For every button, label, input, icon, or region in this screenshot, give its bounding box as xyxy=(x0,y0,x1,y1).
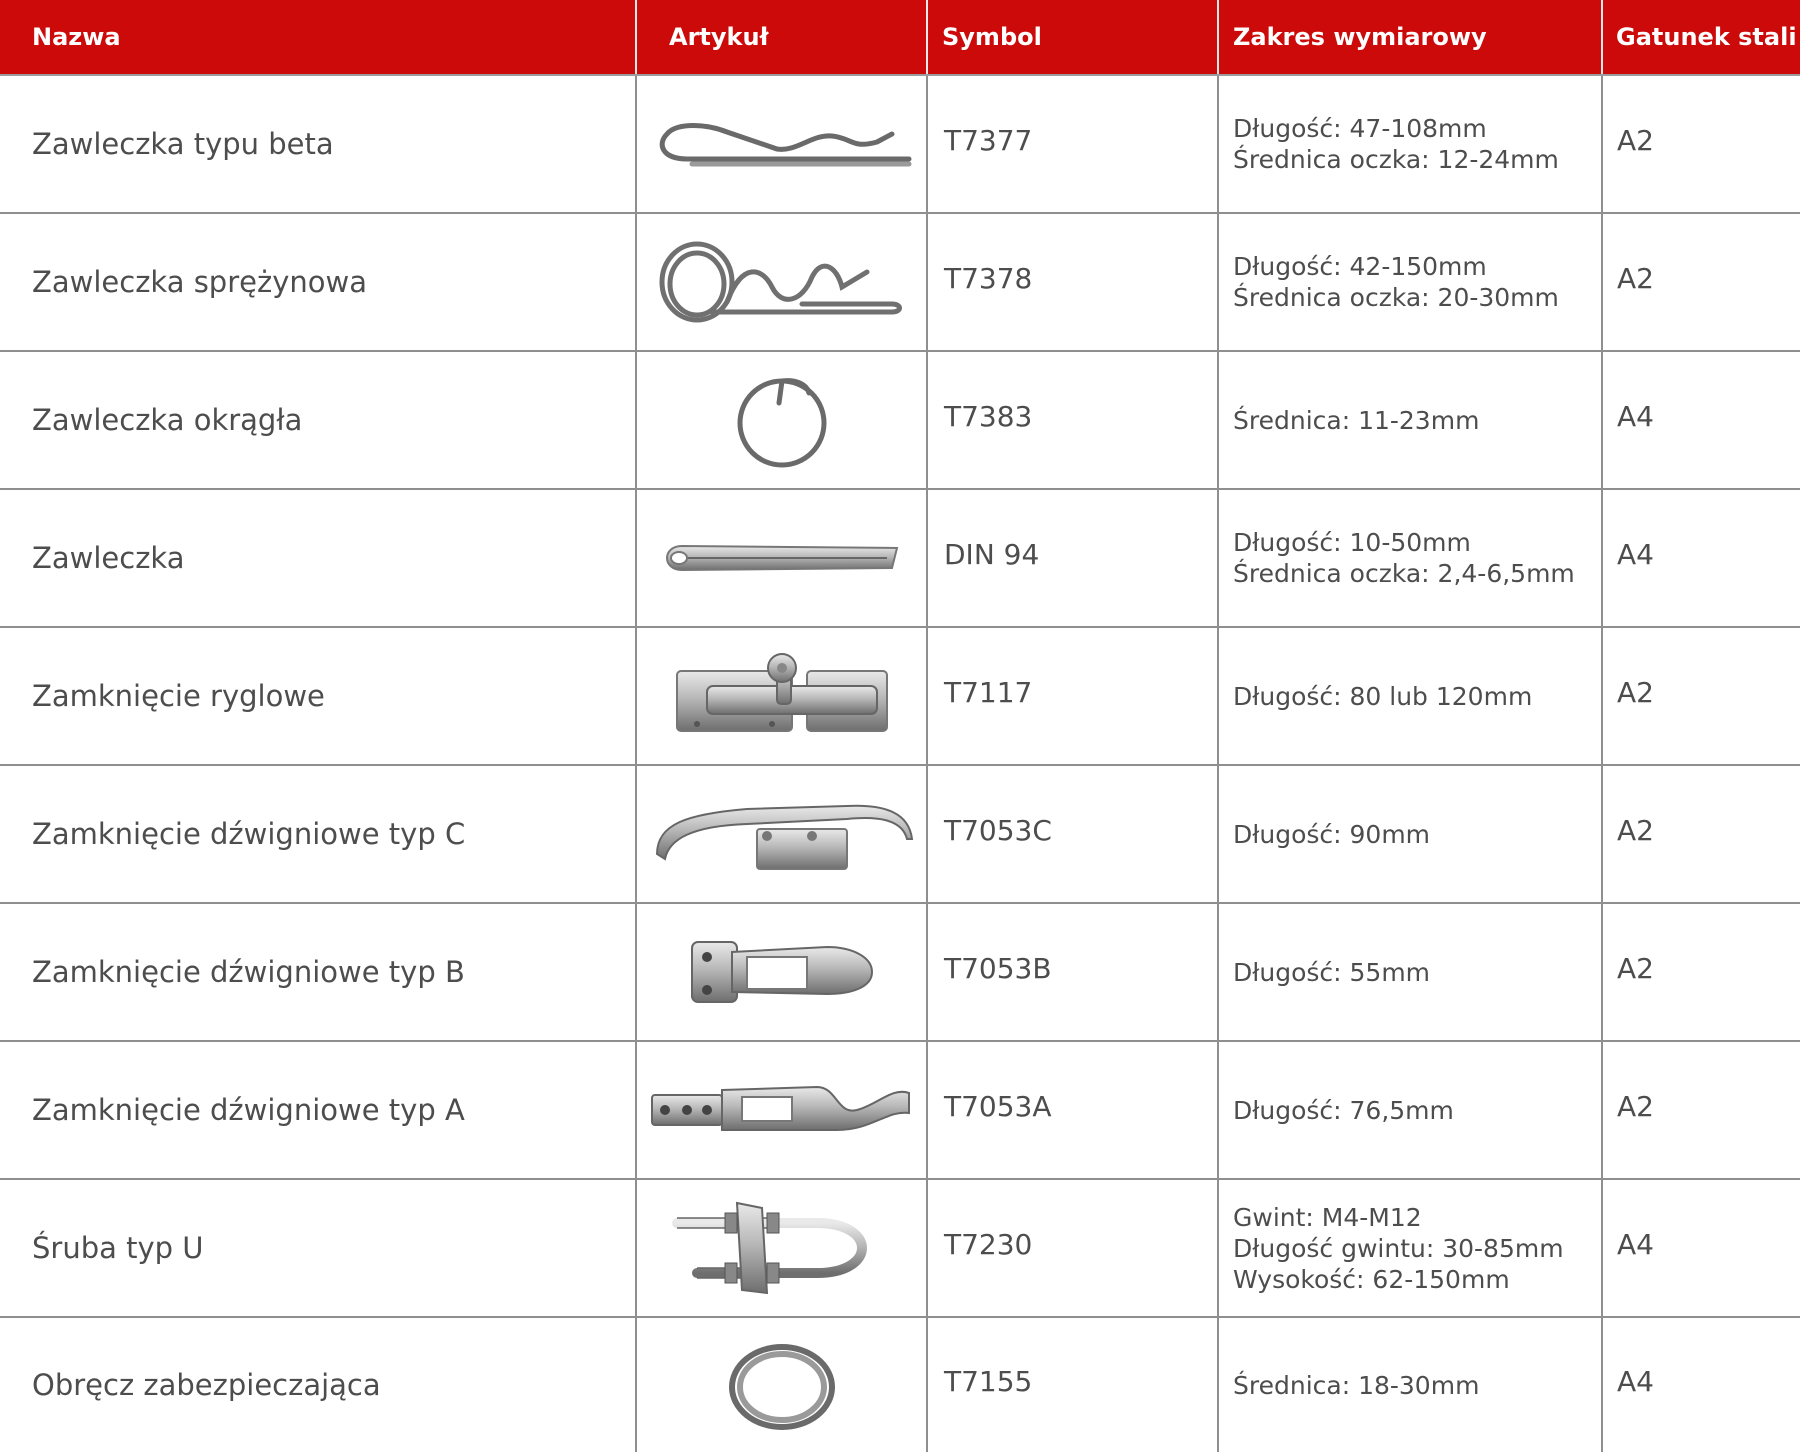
steel-grade: A2 xyxy=(1602,627,1800,765)
lever-latch-b-icon xyxy=(637,932,926,1012)
table-row xyxy=(0,1179,1800,1317)
u-bolt-icon xyxy=(637,1198,926,1298)
spring-pin-icon xyxy=(637,232,926,332)
table-row xyxy=(0,1317,1800,1452)
steel-grade: A2 xyxy=(1602,903,1800,1041)
steel-grade: A2 xyxy=(1602,75,1800,213)
table-row xyxy=(0,765,1800,903)
product-name: Zamknięcie dźwigniowe typ C xyxy=(0,765,636,903)
range-line: Średnica oczka: 2,4-6,5mm xyxy=(1233,559,1575,588)
range-line: Długość: 55mm xyxy=(1233,957,1431,987)
product-image xyxy=(636,627,927,765)
lever-latch-c-icon xyxy=(637,794,926,874)
product-symbol: T7053B xyxy=(927,903,1218,1041)
product-symbol: T7230 xyxy=(927,1179,1218,1317)
table-row xyxy=(0,75,1800,213)
header-symbol: Symbol xyxy=(927,0,1218,75)
table-header xyxy=(0,0,1800,75)
product-range xyxy=(1218,213,1602,351)
product-image xyxy=(636,765,927,903)
product-symbol: T7155 xyxy=(927,1317,1218,1452)
lever-latch-a-icon xyxy=(637,1075,926,1145)
product-symbol: DIN 94 xyxy=(927,489,1218,627)
product-image xyxy=(636,1041,927,1179)
product-range xyxy=(1218,1179,1602,1317)
table-row xyxy=(0,213,1800,351)
product-symbol: T7378 xyxy=(927,213,1218,351)
product-symbol: T7377 xyxy=(927,75,1218,213)
product-symbol: T7053A xyxy=(927,1041,1218,1179)
range-line: Długość: 10-50mm xyxy=(1233,528,1471,557)
product-image xyxy=(636,75,927,213)
range-line: Średnica oczka: 20-30mm xyxy=(1233,283,1559,312)
steel-grade: A2 xyxy=(1602,765,1800,903)
range-line: Średnica oczka: 12-24mm xyxy=(1233,145,1559,174)
steel-grade: A2 xyxy=(1602,213,1800,351)
range-line: Wysokość: 62-150mm xyxy=(1233,1264,1510,1294)
product-name: Zamknięcie dźwigniowe typ A xyxy=(0,1041,636,1179)
table-row xyxy=(0,1041,1800,1179)
range-line: Długość: 76,5mm xyxy=(1233,1095,1454,1125)
product-name: Śruba typ U xyxy=(0,1179,636,1317)
product-symbol: T7383 xyxy=(927,351,1218,489)
product-name: Zamknięcie dźwigniowe typ B xyxy=(0,903,636,1041)
product-name: Zawleczka sprężynowa xyxy=(0,213,636,351)
steel-grade: A2 xyxy=(1602,1041,1800,1179)
product-image xyxy=(636,1317,927,1452)
range-line: Gwint: M4-M12 xyxy=(1233,1202,1422,1232)
product-range xyxy=(1218,489,1602,627)
product-name: Zamknięcie ryglowe xyxy=(0,627,636,765)
range-line: Średnica: 18-30mm xyxy=(1233,1370,1480,1400)
product-range xyxy=(1218,627,1602,765)
steel-grade: A4 xyxy=(1602,351,1800,489)
table-row xyxy=(0,351,1800,489)
steel-grade: A4 xyxy=(1602,1179,1800,1317)
product-image xyxy=(636,351,927,489)
product-name: Zawleczka okrągła xyxy=(0,351,636,489)
ring-pin-icon xyxy=(637,365,926,475)
range-line: Długość gwintu: 30-85mm xyxy=(1233,1233,1564,1263)
product-image xyxy=(636,213,927,351)
product-range xyxy=(1218,75,1602,213)
product-range xyxy=(1218,1041,1602,1179)
product-name: Zawleczka xyxy=(0,489,636,627)
header-grade: Gatunek stali xyxy=(1602,0,1800,75)
product-name: Obręcz zabezpieczająca xyxy=(0,1317,636,1452)
header-name: Nazwa xyxy=(0,0,636,75)
product-symbol: T7053C xyxy=(927,765,1218,903)
range-line: Średnica: 11-23mm xyxy=(1233,405,1480,435)
cotter-pin-icon xyxy=(637,528,926,588)
beta-pin-icon xyxy=(637,104,926,184)
steel-grade: A4 xyxy=(1602,489,1800,627)
product-range xyxy=(1218,903,1602,1041)
product-symbol: T7117 xyxy=(927,627,1218,765)
product-range xyxy=(1218,765,1602,903)
split-ring-icon xyxy=(637,1335,926,1435)
product-image xyxy=(636,903,927,1041)
table-row xyxy=(0,489,1800,627)
barrel-bolt-icon xyxy=(637,646,926,746)
header-range: Zakres wymiarowy xyxy=(1218,0,1602,75)
range-line: Długość: 80 lub 120mm xyxy=(1233,681,1533,711)
product-image xyxy=(636,489,927,627)
product-range xyxy=(1218,1317,1602,1452)
table-row xyxy=(0,627,1800,765)
product-name: Zawleczka typu beta xyxy=(0,75,636,213)
header-article: Artykuł xyxy=(636,0,927,75)
product-image xyxy=(636,1179,927,1317)
range-line: Długość: 42-150mm xyxy=(1233,252,1487,281)
range-line: Długość: 47-108mm xyxy=(1233,114,1487,143)
range-line: Długość: 90mm xyxy=(1233,819,1431,849)
product-range xyxy=(1218,351,1602,489)
steel-grade: A4 xyxy=(1617,1364,1654,1398)
table-row xyxy=(0,903,1800,1041)
table-body xyxy=(0,75,1800,1452)
